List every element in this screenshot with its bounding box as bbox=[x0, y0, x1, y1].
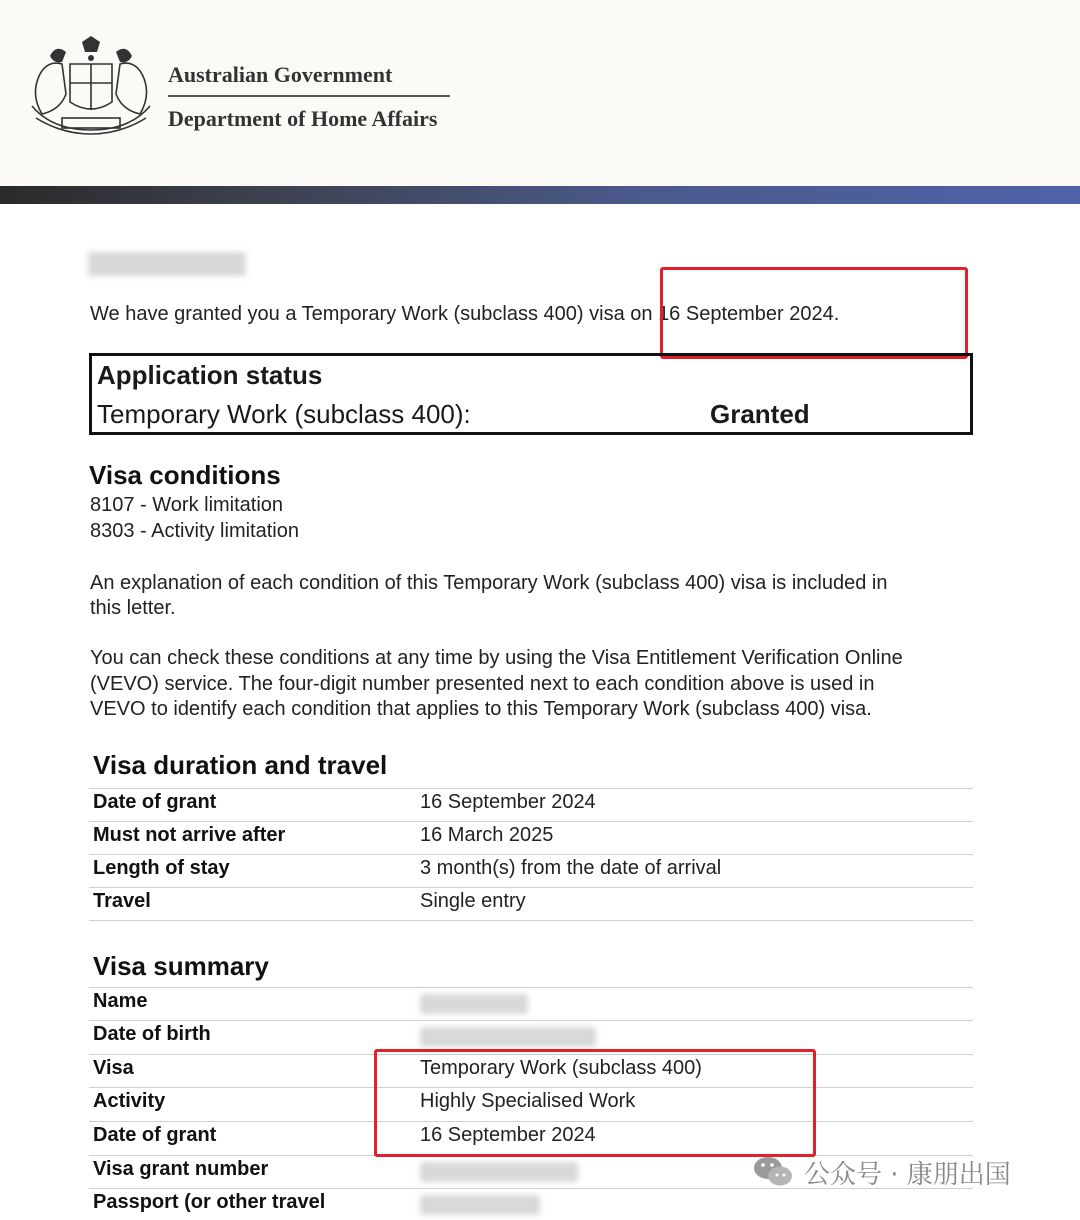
name-redacted bbox=[420, 994, 528, 1014]
table-row bbox=[89, 788, 973, 820]
row-label: Visa grant number bbox=[93, 1158, 269, 1180]
condition-item: 8107 - Work limitation bbox=[90, 494, 284, 516]
table-row bbox=[89, 1020, 973, 1052]
application-status-title: Application status bbox=[97, 360, 323, 390]
highlight-box-grant-date bbox=[660, 267, 968, 359]
row-label: Length of stay bbox=[93, 857, 230, 879]
application-status-box bbox=[89, 353, 973, 435]
row-label: Activity bbox=[93, 1090, 166, 1112]
row-label: Travel bbox=[93, 890, 151, 912]
row-value: Single entry bbox=[420, 890, 526, 912]
condition-item: 8303 - Activity limitation bbox=[90, 520, 299, 542]
dob-redacted bbox=[420, 1027, 596, 1047]
letterhead bbox=[0, 0, 1080, 186]
table-row bbox=[89, 887, 973, 921]
divider bbox=[168, 95, 450, 97]
wechat-icon bbox=[752, 1154, 794, 1190]
header-band bbox=[0, 186, 1080, 204]
summary-heading: Visa summary bbox=[93, 951, 269, 981]
table-row bbox=[89, 854, 973, 886]
watermark-text: 公众号 · 康朋出国 bbox=[804, 1159, 1011, 1190]
passport-redacted bbox=[420, 1195, 540, 1215]
watermark bbox=[752, 1152, 1011, 1192]
explanation-line: An explanation of each condition of this Temporary Work (subclass 400) visa is included in bbox=[90, 572, 888, 594]
vevo-line: VEVO to identify each condition that applies to this Temporary Work (subclass 400) visa. bbox=[90, 698, 872, 720]
row-label: Visa bbox=[93, 1057, 134, 1079]
table-row bbox=[89, 821, 973, 853]
intro-text: We have granted you a Temporary Work (subclass 400) visa bbox=[90, 303, 625, 325]
coat-of-arms-icon bbox=[22, 34, 160, 136]
row-label: Name bbox=[93, 990, 148, 1012]
row-label: Passport (or other travel bbox=[93, 1191, 326, 1213]
salutation-redacted bbox=[88, 252, 246, 276]
visa-conditions-heading: Visa conditions bbox=[89, 460, 281, 490]
highlight-box-visa-summary bbox=[374, 1049, 816, 1157]
grant-date-phrase: on 16 September 2024. bbox=[624, 303, 840, 325]
vevo-line: (VEVO) service. The four-digit number presented next to each condition above is used in bbox=[90, 673, 875, 695]
row-value: 16 September 2024 bbox=[420, 791, 596, 813]
row-value: 16 March 2025 bbox=[420, 824, 554, 846]
duration-heading: Visa duration and travel bbox=[93, 750, 388, 780]
vevo-line: You can check these conditions at any time by using the Visa Entitlement Verification Online bbox=[90, 647, 903, 669]
row-value: Highly Specialised Work bbox=[420, 1090, 636, 1112]
grant-number-redacted bbox=[420, 1162, 578, 1182]
row-label: Date of grant bbox=[93, 1124, 217, 1146]
table-row bbox=[89, 987, 973, 1019]
row-label: Date of grant bbox=[93, 791, 217, 813]
application-status-value: Granted bbox=[710, 399, 810, 429]
table-row bbox=[89, 1188, 973, 1220]
row-value: Temporary Work (subclass 400) bbox=[420, 1057, 702, 1079]
application-status-label: Temporary Work (subclass 400): bbox=[97, 399, 471, 429]
department-name: Department of Home Affairs bbox=[168, 106, 438, 131]
government-name: Australian Government bbox=[168, 62, 393, 87]
row-label: Must not arrive after bbox=[93, 824, 286, 846]
row-label: Date of birth bbox=[93, 1023, 211, 1045]
explanation-line: this letter. bbox=[90, 597, 176, 619]
row-value: 3 month(s) from the date of arrival bbox=[420, 857, 722, 879]
row-value: 16 September 2024 bbox=[420, 1124, 596, 1146]
